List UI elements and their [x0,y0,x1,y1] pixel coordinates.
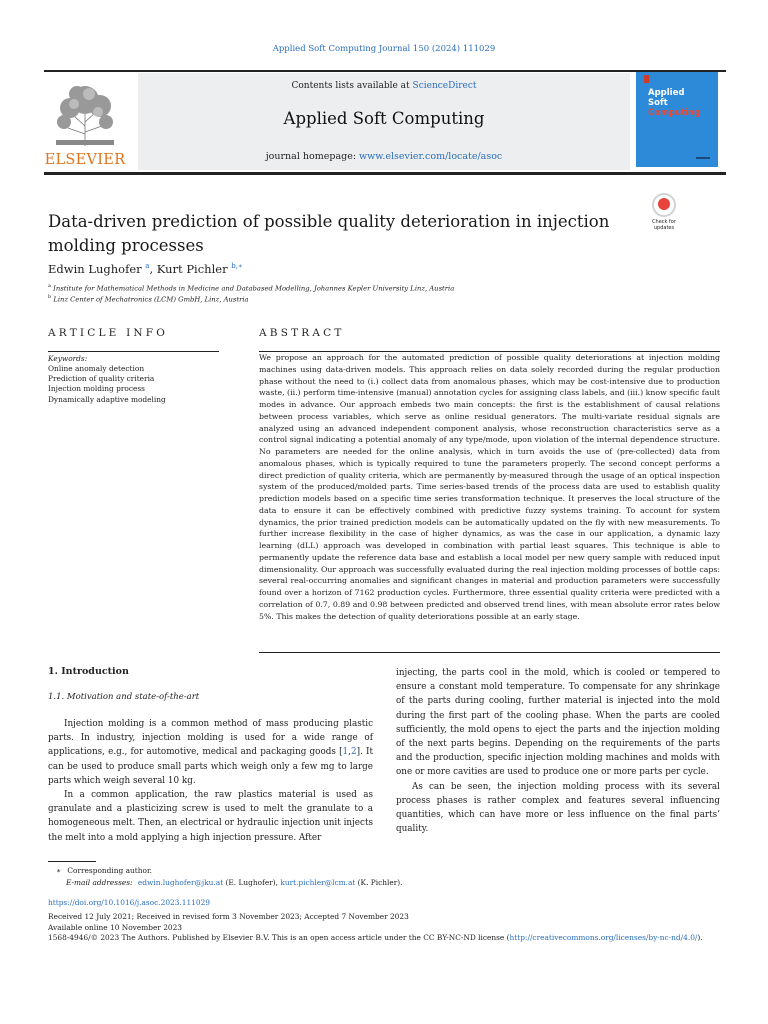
cover-title [648,88,700,118]
citation-separator: , [348,747,351,758]
corresponding-author-footnote [56,866,152,875]
keyword: Prediction of quality criteria [48,374,155,384]
paragraph-text: ]. It can be used to produce small parts which weigh only a few mg to large parts which weigh several 10 kg. [48,747,373,786]
keyword: Injection molding process [48,384,145,394]
keywords-label: Keywords: [48,354,88,363]
homepage-prefix: journal homepage: [265,151,360,162]
sciencedirect-link[interactable]: ScienceDirect [412,81,477,91]
paragraph: As can be seen, the injection molding process with its several process phases is rather complex and features several influencing quantities, which can have more or less influence on the final parts’ quality. [396,781,720,835]
email-label: E-mail addresses: [66,878,133,887]
article-info-heading: ARTICLE INFO [48,327,169,339]
footnote-mark: ∗ [56,866,62,875]
author-affiliation-mark[interactable]: b,∗ [231,262,243,271]
email-footnote [66,878,403,887]
check-updates-icon [652,193,676,217]
cover-footer-mark [696,157,710,159]
header-bottom-rule [44,172,726,175]
paragraph-text: Injection molding is a common method of mass producing plastic parts. In industry, injection molding is used for a wide range of applications, e.g., for automotive, medical and packaging goods [ [48,719,373,758]
author-name[interactable]: Edwin Lughofer [48,262,142,276]
affiliation-text: Institute for Mathematical Methods in Medicine and Databased Modelling, Johannes Kepler University Linz, Austria [53,284,455,293]
keyword: Online anomaly detection [48,364,145,373]
footnote-text: Corresponding author. [67,866,153,875]
journal-name: Applied Soft Computing [283,109,485,128]
contents-available [138,81,630,91]
affiliation-text: Linz Center of Mechatronics (LCM) GmbH, Linz, Austria [53,295,249,304]
journal-reference[interactable]: Applied Soft Computing Journal 150 (2024) 111029 [272,44,496,54]
received-dates: Received 12 July 2021; Received in revised form 3 November 2023; Accepted 7 November 2023 [48,912,409,922]
citation-link[interactable]: 2 [350,747,357,758]
email-owner: (K. Pichler). [355,878,403,887]
abstract-text: We propose an approach for the automated prediction of possible quality deteriorations at injection molding machines using data-driven models. This approach relies on data solely recorded during the regular production phase without the need to (i.) collect data from anomalous phases, which may be cost-intensive due to production waste, (ii.) perform time-intensive (manual) annotation cycles for assigning class labels, and (iii.) know specific fault modes in advance. Our approach embeds two main concepts: the first is the establishment of causal relations between process variables, which serve as online residual generators. The multi-variate residual signals are analyzed using an advanced independent component analysis, whose reconstruction characteristics serve as a control signal indicating a potential anomaly of any type/mode, upon violation of the internal dependence structure. No parameters are needed for the online analysis, which in turn avoids the use of (pre-collected) data from anomalous phases, which is typically required to tune the parameters properly. The second concept performs a direct prediction of quality criteria, which are permanently by-measured through the usage of an optical inspection system of the produced/molded parts. Time series-based trends of the process data are used to establish quality prediction models based on a specific time series transformation technique. It preserves the local structure of the data to ensure it can be effectively combined with predictive fuzzy systems training. To account for system dynamics, the prior trained prediction models can be automatically updated on the fly with new measurements. To further increase flexibility in the case of higher dynamics, as was the case in our application, a dynamic lazy learning (dLL) approach was developed in combination with partial least squares. This technique is able to permanently update the reference data base and establish a local model per new query sample with reduced input dimensionality. Our approach was successfully evaluated during the real injection molding processes of bottle caps: several real-occurring anomalies and significant changes in material and production parameters were successfully found over a horizon of 7162 production cycles. Furthermore, three essential quality criteria were predicted with a correlation of 0.7, 0.89 and 0.98 between predicted and observed trend lines, with mean absolute error rates below 5%. This makes the detection of quality deteriorations possible at an early stage. [259,353,720,621]
body-left-column [48,717,373,845]
keyword: Dynamically adaptive modeling [48,394,166,404]
license-text: 1568-4946/© 2023 The Authors. Published by Elsevier B.V. This is an open access article under the CC BY-NC-ND license ( [48,933,510,943]
email-owner: (E. Lughofer), [223,878,281,887]
author-name[interactable]: Kurt Pichler [156,262,228,276]
license-link[interactable]: http://creativecommons.org/licenses/by-nc-nd/4.0/ [509,933,698,943]
available-online: Available online 10 November 2023 [48,922,183,932]
keywords-list [48,364,219,405]
author-affiliation-mark[interactable]: a [145,262,150,271]
header-top-rule [44,70,726,72]
article-title: Data-driven prediction of possible quality deterioration in injection molding processes [48,212,610,255]
contents-prefix: Contents lists available at [291,81,413,91]
citation-link[interactable]: 1 [342,747,349,758]
article-info-rule [48,351,219,352]
publisher-logo-text: ELSEVIER [44,152,126,168]
email-link[interactable]: edwin.lughofer@jku.at [137,878,224,887]
check-updates-label: Check for updates [652,219,676,231]
paragraph: injecting, the parts cool in the mold, which is cooled or tempered to ensure a constant mold temperature. To compensate for any shrinkage of the parts during cooling, further material is injected into the mold during the first part of the cooling phase. When the parts are cooled sufficiently, the mold opens to eject the parts and the injection molding of the next parts begins. Depending on the requirements of the parts and the production, specific injection molding machines and molds with one or more cavities are used to produce one or more parts per cycle. [396,668,720,778]
affiliation-a [48,283,454,292]
subsection-heading: 1.1. Motivation and state-of-the-art [48,692,200,702]
section-heading: 1. Introduction [48,666,129,677]
affiliation-b [48,294,249,303]
cover-line-1: Applied [648,88,685,98]
journal-homepage [138,151,630,162]
paragraph [48,717,373,788]
cover-line-2: Soft [648,98,668,108]
affiliation-mark: b [48,294,52,300]
homepage-link[interactable]: www.elsevier.com/locate/asoc [359,151,503,162]
journal-cover-thumbnail[interactable] [636,72,718,167]
license-suffix: ). [697,933,703,943]
email-link[interactable]: kurt.pichler@lcm.at [280,878,356,887]
abstract-bottom-rule [259,652,720,653]
abstract-heading: ABSTRACT [259,327,345,339]
check-for-updates-button[interactable] [648,193,680,233]
body-right-column [396,666,720,836]
license-line [48,933,720,943]
cover-line-3: Computing [648,108,701,118]
affiliation-mark: a [48,283,51,289]
cover-strip [644,75,649,83]
doi-link[interactable]: https://doi.org/10.1016/j.asoc.2023.111029 [48,898,210,907]
author-list: Edwin Lughofer $^a$, Kurt Pichler $^{b,∗}$ [48,262,243,276]
publication-meta [48,898,720,944]
footnote-rule [48,861,96,862]
paragraph: In a common application, the raw plastics material is used as granulate and a plasticizing screw is used to melt the granulate to a homogeneous melt. Then, an electrical or hydraulic injection unit injects the melt into a mold applying a high injection pressure. After [48,790,373,843]
